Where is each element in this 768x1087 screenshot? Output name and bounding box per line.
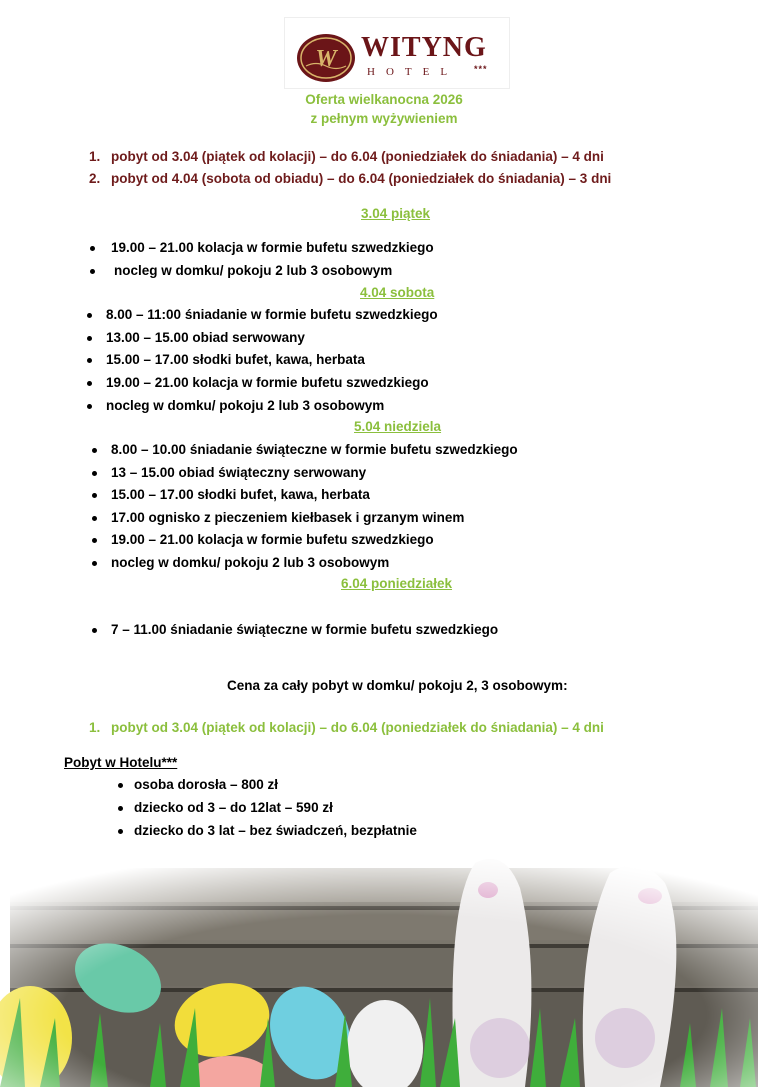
bullet-icon	[118, 783, 123, 788]
logo-stars: ***	[474, 64, 488, 74]
logo-name: WITYNG	[361, 32, 487, 63]
logo-emblem-icon	[296, 33, 356, 83]
schedule-item: nocleg w domku/ pokoju 2 lub 3 osobowym	[106, 398, 385, 413]
schedule-item: 19.00 – 21.00 kolacja w formie bufetu szwedzkiego	[111, 240, 434, 255]
easter-illustration	[0, 848, 768, 1087]
svg-text:W: W	[315, 46, 337, 72]
price-item: dziecko od 3 – do 12lat – 590 zł	[134, 800, 333, 815]
bullet-icon	[92, 448, 97, 453]
bullet-icon	[118, 829, 123, 834]
schedule-item: 15.00 – 17.00 słodki bufet, kawa, herbata	[106, 352, 365, 367]
bullet-icon	[92, 538, 97, 543]
bullet-icon	[90, 246, 95, 251]
bullet-icon	[92, 516, 97, 521]
price-option-text: pobyt od 3.04 (piątek od kolacji) – do 6.04 (poniedziałek do śniadania) – 4 dni	[111, 720, 604, 735]
schedule-item: 13 – 15.00 obiad świąteczny serwowany	[111, 465, 367, 480]
schedule-item: 8.00 – 11:00 śniadanie w formie bufetu szwedzkiego	[106, 307, 438, 322]
option-text: pobyt od 4.04 (sobota od obiadu) – do 6.04 (poniedziałek do śniadania) – 3 dni	[111, 171, 612, 186]
schedule-item: nocleg w domku/ pokoju 2 lub 3 osobowym	[111, 555, 390, 570]
day-title: 6.04 poniedziałek	[341, 576, 453, 591]
bullet-icon	[87, 381, 92, 386]
offer-subtitle: z pełnym wyżywieniem	[310, 111, 458, 126]
schedule-item: 8.00 – 10.00 śniadanie świąteczne w formie bufetu szwedzkiego	[111, 442, 518, 457]
bullet-icon	[87, 358, 92, 363]
bullet-icon	[87, 336, 92, 341]
day-title: 4.04 sobota	[360, 285, 435, 300]
logo-subtitle: HOTEL	[367, 66, 459, 78]
schedule-item: 17.00 ognisko z pieczeniem kiełbasek i grzanym winem	[111, 510, 465, 525]
hotel-section-title: Pobyt w Hotelu***	[64, 755, 178, 770]
schedule-item: 13.00 – 15.00 obiad serwowany	[106, 330, 305, 345]
schedule-item: 19.00 – 21.00 kolacja w formie bufetu szwedzkiego	[111, 532, 434, 547]
bullet-icon	[92, 493, 97, 498]
price-item: osoba dorosła – 800 zł	[134, 777, 279, 792]
schedule-item: 15.00 – 17.00 słodki bufet, kawa, herbata	[111, 487, 370, 502]
option-number: 1.	[89, 720, 101, 735]
option-text: pobyt od 3.04 (piątek od kolacji) – do 6.04 (poniedziałek do śniadania) – 4 dni	[111, 149, 604, 164]
day-title: 3.04 piątek	[361, 206, 431, 221]
price-item: dziecko do 3 lat – bez świadczeń, bezpłatnie	[134, 823, 417, 838]
offer-title: Oferta wielkanocna 2026	[305, 92, 463, 107]
schedule-item: 7 – 11.00 śniadanie świąteczne w formie bufetu szwedzkiego	[111, 622, 499, 637]
day-title: 5.04 niedziela	[354, 419, 442, 434]
bullet-icon	[92, 561, 97, 566]
schedule-item: 19.00 – 21.00 kolacja w formie bufetu szwedzkiego	[106, 375, 429, 390]
bullet-icon	[92, 628, 97, 633]
bullet-icon	[87, 404, 92, 409]
price-heading: Cena za cały pobyt w domku/ pokoju 2, 3 osobowym:	[227, 678, 568, 693]
bullet-icon	[87, 313, 92, 318]
bullet-icon	[92, 471, 97, 476]
bullet-icon	[118, 806, 123, 811]
bullet-icon	[90, 269, 95, 274]
option-number: 1.	[89, 149, 101, 164]
option-number: 2.	[89, 171, 101, 186]
schedule-item: nocleg w domku/ pokoju 2 lub 3 osobowym	[114, 263, 393, 278]
